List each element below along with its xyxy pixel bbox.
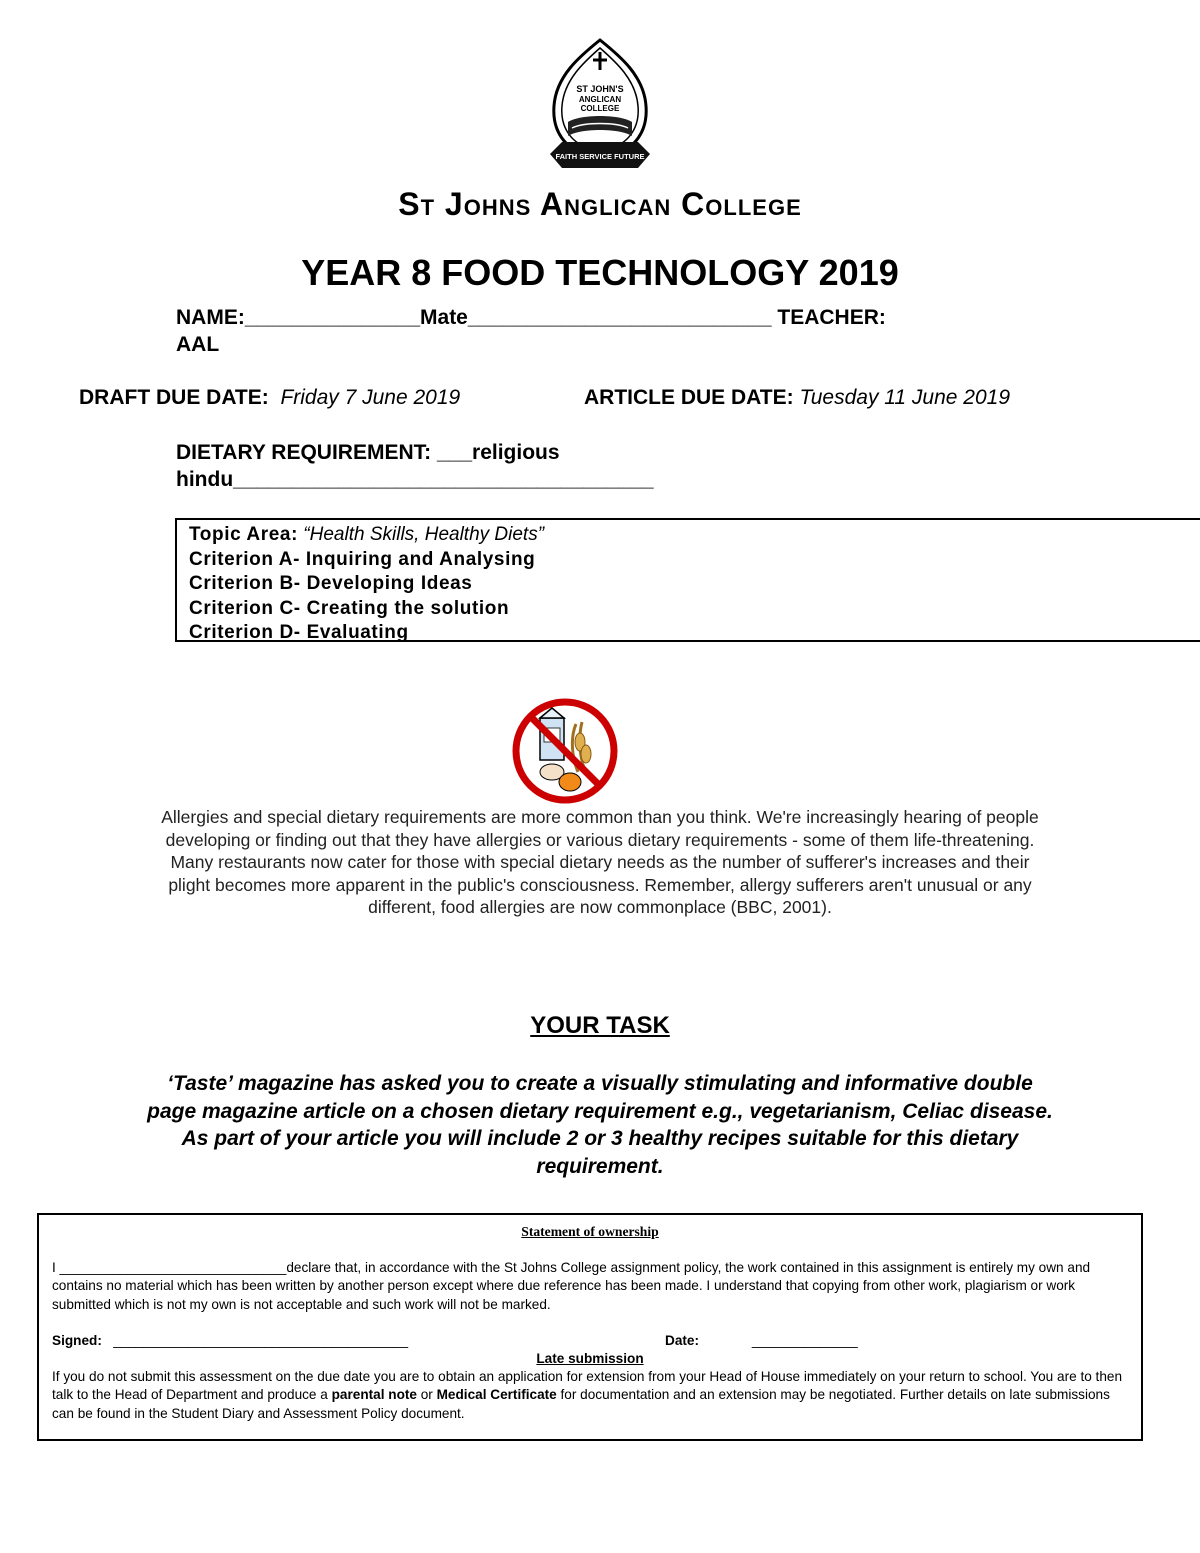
- draft-label: DRAFT DUE DATE:: [79, 386, 269, 409]
- teacher-value: AAL: [176, 333, 220, 356]
- criterion-b: Criterion B- Developing Ideas: [189, 573, 473, 594]
- topic-area: [189, 523, 1200, 548]
- signed-label: Signed:: [52, 1333, 102, 1348]
- svg-text:ANGLICAN: ANGLICAN: [578, 95, 622, 104]
- draft-value: Friday 7 June 2019: [280, 386, 461, 409]
- dietary-label: DIETARY REQUIREMENT:: [176, 441, 432, 464]
- late-submission-title: Late submission: [536, 1351, 644, 1366]
- task-heading: YOUR TASK: [530, 1012, 670, 1039]
- task-description: ‘Taste’ magazine has asked you to create a visually stimulating and informative double page magazine article on a chosen dietary requirement e.g., vegetarianism, Celiac disease. As part of your article you will include 2 or 3 healthy recipes suitable for this dietary requirement.: [147, 1072, 1053, 1178]
- college-crest-logo: [540, 36, 660, 186]
- dietary-value: ___religious: [436, 441, 560, 464]
- name-label: NAME:: [176, 306, 245, 329]
- topic-label: Topic Area:: [189, 524, 299, 545]
- svg-text:ST JOHN'S: ST JOHN'S: [576, 84, 624, 94]
- college-name: St Johns Anglican College: [398, 186, 802, 222]
- topic-box: [175, 518, 1200, 642]
- article-value: Tuesday 11 June 2019: [799, 386, 1010, 409]
- dietary-line: [176, 441, 560, 465]
- medical-certificate: Medical Certificate: [436, 1387, 557, 1403]
- page-title: YEAR 8 FOOD TECHNOLOGY 2019: [301, 252, 899, 293]
- date-label: Date:: [665, 1333, 699, 1348]
- name-line: [176, 306, 886, 330]
- parental-note: parental note: [331, 1387, 417, 1403]
- signature-row: [52, 1332, 408, 1350]
- date-row: [665, 1332, 858, 1350]
- late-text-2: for documentation and an extension may be negotiated. Further details on late submissions can be found in the Student Diary and Assessment Policy document.: [52, 1387, 1110, 1421]
- svg-text:FAITH SERVICE FUTURE: FAITH SERVICE FUTURE: [555, 152, 645, 161]
- late-text-1: If you do not submit this assessment on the due date you are to obtain an application for extension from your Head of House immediately on your return to school. You are to then talk to the Head of Department and produce a: [52, 1369, 1123, 1403]
- criterion-a: Criterion A- Inquiring and Analysing: [189, 548, 536, 570]
- article-label: ARTICLE DUE DATE:: [584, 386, 794, 409]
- draft-due-date: [79, 386, 460, 410]
- late-or: or: [416, 1387, 437, 1403]
- signed-line: _______________________________________: [113, 1333, 409, 1348]
- late-submission-body: [52, 1368, 1132, 1423]
- criterion-d: Criterion D- Evaluating: [189, 622, 409, 643]
- date-line: ______________: [751, 1333, 858, 1348]
- svg-text:COLLEGE: COLLEGE: [580, 104, 620, 113]
- intro-paragraph: Allergies and special dietary requirements are more common than you think. We're increasingly hearing of people developing or finding out that they have allergies or various dietary requirements - some of them life-threatening. Many restaurants now cater for those with special dietary needs as the number of sufferer's increases and their plight becomes more apparent in the public's consciousness. Remember, allergy sufferers aren't unusual or any different, food allergies are now commonplace (BBC, 2001).: [161, 807, 1039, 918]
- dietary-value-cont: hindu____________________________________: [176, 468, 654, 491]
- article-due-date: [584, 386, 1010, 410]
- name-value: _______________Mate__________________________: [244, 306, 772, 329]
- topic-value: “Health Skills, Healthy Diets”: [303, 524, 545, 545]
- statement-body: I ______________________________declare that, in accordance with the St Johns College assignment policy, the work contained in this assignment is entirely my own and contains no material which has been written by another person except where due reference has been made. I understand that copying from other work, plagiarism or work submitted which is not my own is not acceptable and such work will not be marked.: [52, 1260, 1091, 1312]
- no-allergen-food-icon: [512, 698, 618, 804]
- statement-of-ownership-box: [37, 1213, 1143, 1441]
- criterion-c: Criterion C- Creating the solution: [189, 597, 510, 619]
- teacher-label: TEACHER:: [777, 306, 886, 329]
- statement-title: Statement of ownership: [521, 1224, 659, 1239]
